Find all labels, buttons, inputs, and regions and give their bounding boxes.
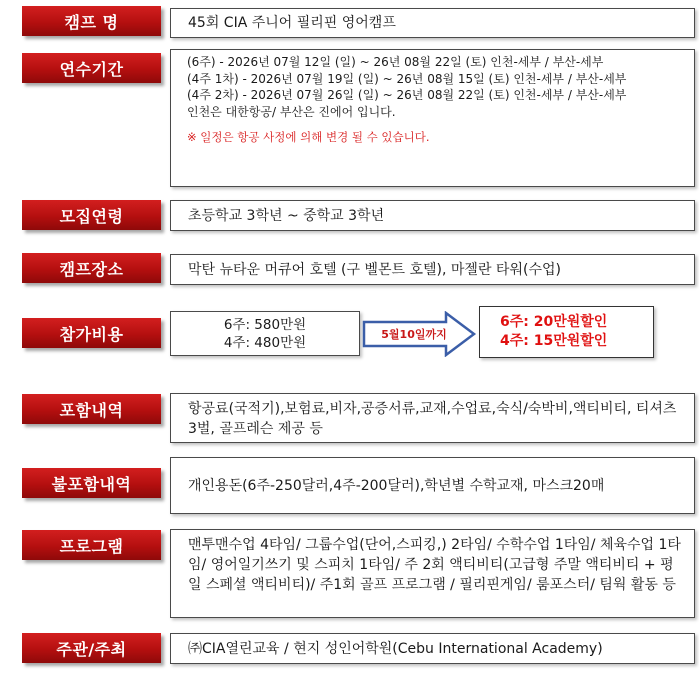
discount-6w: 6주: 20만원할인 [500,314,608,330]
organizer-value: ㈜CIA열린교육 / 현지 성인어학원(Cebu International Academy) [170,633,695,664]
fee-4w: 4주: 480만원 [223,334,307,351]
period-label: 연수기간 [22,53,161,83]
deadline-arrow [360,311,480,357]
period-airline-note: 인천은 대한항공/ 부산은 진에어 입니다. [187,104,396,119]
period-box [170,49,695,187]
deadline-text: 5월10일까지 [381,328,447,341]
period-line-6w: (6주) - 2026년 07월 12일 (일) ~ 26년 08월 22일 (토) 인천-세부 / 부산-세부 [187,55,604,69]
camp-name-label: 캠프 명 [22,6,161,36]
excluded-label: 불포함내역 [22,468,161,498]
included-value: 항공료(국적기),보험료,비자,공증서류,교재,수업료,숙식/숙박비,액티비티, 티셔츠 3벌, 골프레슨 제공 등 [170,393,695,443]
program-value: 맨투맨수업 4타임/ 그룹수업(단어,스피킹,) 2타임/ 수학수업 1타임/ 체육수업 1타임/ 영어일기쓰기 및 스피치 1타임/ 주 2회 액티비티(고급형 주말 액티비티 + 평일 스페셜 액티비티)/ 주1회 골프 프로그램 / 필리핀게임/ 룸포스터/ 팀웍 활동 등 [170,529,695,618]
excluded-value: 개인용돈(6주-250달러,4주-200달러),학년별 수학교재, 마스크20매 [170,457,695,514]
age-value: 초등학교 3학년 ~ 중학교 3학년 [170,200,695,231]
included-label: 포함내역 [22,394,161,424]
period-line-4w-2: (4주 2차) - 2026년 07월 26일 (일) ~ 26년 08월 22일 (토) 인천-세부 / 부산-세부 [187,88,627,102]
program-label: 프로그램 [22,530,161,560]
period-change-note: ※ 일정은 항공 사정에 의해 변경 될 수 있습니다. [187,130,430,144]
location-value: 막탄 뉴타운 머큐어 호텔 (구 벨몬트 호텔), 마젤란 타워(수업) [170,254,695,285]
organizer-label: 주관/주최 [22,633,161,663]
location-label: 캠프장소 [22,253,161,283]
fee-6w: 6주: 580만원 [223,316,307,333]
discount-box [479,306,654,358]
camp-name-value: 45회 CIA 주니어 필리핀 영어캠프 [170,8,695,38]
discount-4w: 4주: 15만원할인 [500,333,608,349]
period-line-4w-1: (4주 1차) - 2026년 07월 19일 (일) ~ 26년 08월 15일 (토) 인천-세부 / 부산-세부 [187,71,627,86]
fee-box [170,311,360,356]
fee-label: 참가비용 [22,318,161,348]
age-label: 모집연령 [22,200,161,230]
